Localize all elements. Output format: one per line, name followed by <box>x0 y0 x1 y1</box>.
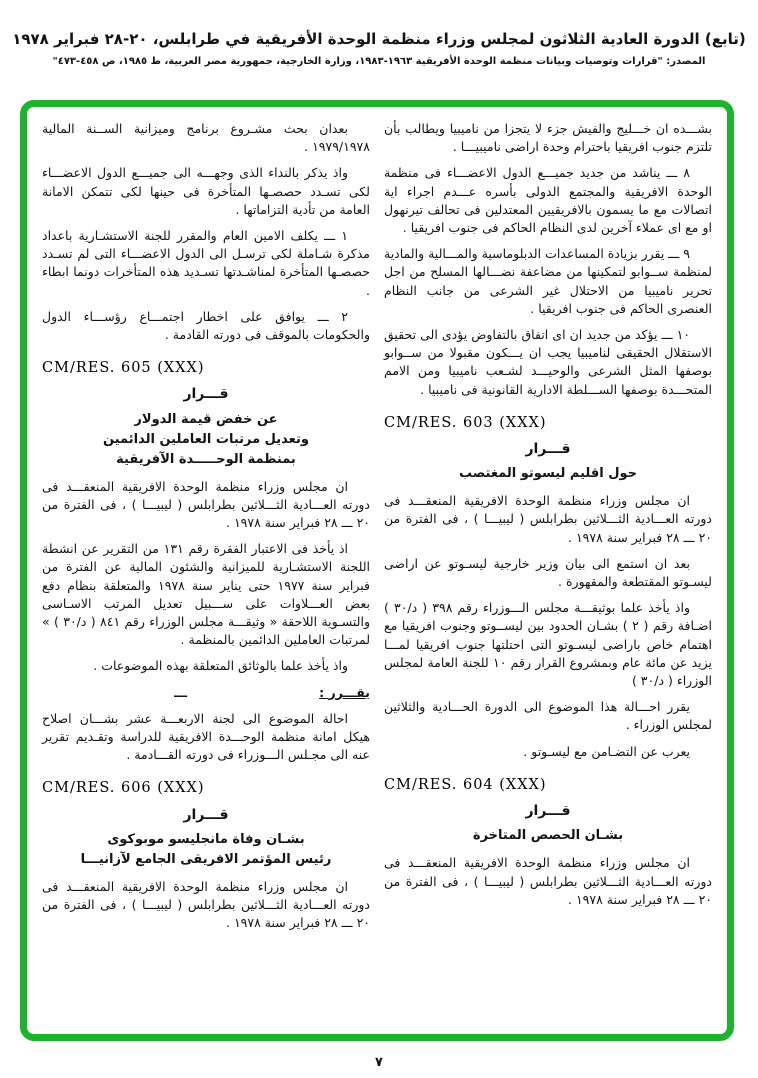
decree-dash: ـــ <box>174 684 187 700</box>
paragraph: يقرر احـــالة هذا الموضوع الى الدورة الحـــادية والثلاثين لمجلس الوزراء . <box>384 699 712 733</box>
paragraph: ان مجلس وزراء منظمة الوحدة الافريقية المنعقـــد فى دورته العـــادية الثـــلاثين بطرابلس ( ليبيـــا ) ، فى الفترة من ٢٠ ـــ ٢٨ فبراير سنة ١٩٧٨ . <box>384 855 712 907</box>
paragraph: واذ يذكر بالنداء الذى وجهـــه الى جميـــع الدول الاعضـــاء لكى تسـدد حصصـها المتأخرة فى حينها لكى تتمكن الامانة العامة من تأدية التزاماتها . <box>42 165 370 217</box>
page-number: ٧ <box>375 1055 383 1070</box>
resolution-title-line: رئيس المؤتمر الافريقى الجامع لآزانيـــا <box>80 851 332 867</box>
text-column-left <box>42 120 370 1026</box>
resolution-title <box>42 830 370 870</box>
resolution-heading: قـــرار <box>525 441 571 458</box>
resolution-code: CM/RES. 606 (XXX) <box>42 780 205 797</box>
decree-line <box>42 684 370 702</box>
resolution-heading: قـــرار <box>183 386 229 403</box>
resolution-title-line: بمنظمة الوحـــــدة الآفريقية <box>116 451 296 467</box>
resolution-title-line: حول اقليم ليسوتو المغتصب <box>458 466 638 482</box>
text-column-right <box>384 120 712 1026</box>
decree-label: يقـــرر : <box>319 684 370 700</box>
document-source-line: المصدر: "قرارات وتوصيات وبيانات منظمة الوحدة الأفريقية ١٩٦٣-١٩٨٣، وزارة الخارجية، جمهورية مصر العربية، ط ١٩٨٥، ص ٤٥٨-٤٧٣" <box>52 56 706 67</box>
paragraph: بعدان بحث مشـروع برنامج وميزانية الســنة المالية ١٩٧٩/١٩٧٨ . <box>42 121 370 155</box>
paragraph: بعد ان استمع الى بيان وزير خارجية ليسـوتو عن اراضى ليسـوتو المقتطعة والمقهورة . <box>384 555 712 590</box>
resolution-heading: قـــرار <box>183 806 229 823</box>
paragraph: يعرب عن التضـامن مع ليسـوتو . <box>523 743 690 759</box>
resolution-title-line: وتعديل مرتبات العاملين الدائمين <box>103 431 309 447</box>
paragraph: ٢ ـــ يوافق على اخطار اجتمـــاع رؤســـاء الدول والحكومات بالموقف فى دورته القادمة . <box>42 308 370 343</box>
resolution-title-line: بشـان الحصص المتاخرة <box>472 828 624 844</box>
resolution-title <box>384 464 712 484</box>
resolution-title <box>384 826 712 846</box>
resolution-title-line: بشـان وفاة مانجليسو موبوكوى <box>107 831 305 847</box>
green-border-frame <box>20 100 734 1041</box>
paragraph: ٨ ـــ يناشد من جديد جميـــع الدول الاعضـــاء فى منظمة الوحدة الافريقية والمجتمع الدولى بأسره عـــدم اجراء اية اتصالات مع ما يسمون بالافريقيين المعتدلين فى تحالف تيرنهول او مع اى عملاء آخرين لدى النظام الحاكم فى جنوب افريقيا . <box>384 165 712 236</box>
paragraph: ٩ ـــ يقرر بزيادة المساعدات الدبلوماسية والمـــالية والمادية لمنظمة ســوابو لتمكينها من مضاعفة نضـــالها المسلح من اجل تحرير ناميبيا من الاحتلال غير الشرعى من جانب النظام العنصرى الحاكم فى جنوب افريقيا . <box>384 246 712 316</box>
paragraph: ١٠ ـــ يؤكد من جديد ان اى اتفاق بالتفاوض يؤدى الى تحقيق الاستقلال الحقيقى لناميبيا يجب ان يـــكون مقبولا من ســوابو بوصفها المثل الشرعى والوحيـــد لشـعب ناميبيا ومن الامم المتحـــدة بوصفها الســـلطة الادارية القانونية فى ناميبيا . <box>384 327 712 397</box>
resolution-heading: قـــرار <box>525 803 571 820</box>
paragraph: ١ ـــ يكلف الامين العام والمقرر للجنة الاستشـارية باعداد مذكرة شـاملة لكى ترسـل الى الدول الاعضـــاء التى لم تسـدد حصصـها المتأخرة لمناشـدتها تسـديد هذه المتأخرات دونما ابطاء . <box>42 228 370 298</box>
paragraph: ان مجلس وزراء منظمة الوحدة الافريقية المنعقـــد فى دورته العـــادية الثـــلاثين بطرابلس ( ليبيـــا ) ، فى الفترة من ٢٠ ـــ ٢٨ فبراير سنة ١٩٧٨ . <box>384 493 712 545</box>
paragraph: بشـــده ان خـــليج والفيش جزء لا يتجزا من ناميبيا ويطالب بأن تلتزم جنوب افريقيا باحترام وحدة اراضى ناميبيـــا . <box>384 121 712 155</box>
paragraph: ان مجلس وزراء منظمة الوحدة الافريقية المنعقـــد فى دورته العـــادية الثـــلاثين بطرابلس ( ليبيـــا ) ، فى الفترة من ٢٠ ـــ ٢٨ فبراير سنة ١٩٧٨ . <box>42 878 370 931</box>
paragraph: اذ يأخذ فى الاعتبار الفقرة رقم ١٣١ من التقرير عن انشطة اللجنة الاستشـارية للميزانية والشئون المالية عن الفترة من فبراير سنة ١٩٧٧ حتى يناير سنة ١٩٧٨ والمتعلقة بنظام دفع بعض العـــلاوات على ســـبيل تعديل المرتب الاسـاسى والتسـوية اللاحقة « وثيقـــة مجلس الوزراء رقم ٨٤١ ( د/٣٠ ) » لمرتبات العاملين الدائمين بالمنظمة . <box>42 541 370 648</box>
paragraph: ان مجلس وزراء منظمة الوحدة الافريقية المنعقـــد فى دورته العـــادية الثـــلاثين بطرابلس ( ليبيـــا ) ، فى الفترة من ٢٠ ـــ ٢٨ فبراير سنة ١٩٧٨ . <box>42 478 370 531</box>
resolution-code: CM/RES. 604 (XXX) <box>384 776 547 793</box>
resolution-code: CM/RES. 605 (XXX) <box>42 360 205 377</box>
resolution-code: CM/RES. 603 (XXX) <box>384 414 547 431</box>
document-header-title: (تابع) الدورة العادية الثلاثون لمجلس وزراء منظمة الوحدة الأفريقية في طرابلس، ٢٠-٢٨ فبراير ١٩٧٨ <box>12 30 746 48</box>
resolution-title-line: عن خفض قيمة الدولار <box>134 411 278 427</box>
paragraph: واذ يأخذ علما بوثيقـــة مجلس الـــوزراء رقم ٣٩٨ ( د/٣٠ ) اضـافة رقم ( ٢ ) بشـان الحدود بين ليســوتو وجنوب افريقيا مع اهتمام خاص باراضى ليسـوتو التى احتلتها جنوب افريقيا لمـــا يزيد عن مائة عام وبمشروع القرار رقم ١٠ للجنة العامة لمجلس الوزراء ( د/٣٠ ) <box>384 600 712 689</box>
paragraph: احالة الموضوع الى لجنة الاربعـــة عشر بشـــان اصلاح هيكل امانة منظمة الوحـــدة الافريقية للدراسة وتقـديم تقرير عنه الى مجـلس الـــوزراء فى دورته القـــادمة . <box>42 710 370 763</box>
paragraph: واذ يأخذ علما بالوثائق المتعلقة بهذه الموضوعات . <box>93 658 348 674</box>
resolution-title <box>42 410 370 470</box>
